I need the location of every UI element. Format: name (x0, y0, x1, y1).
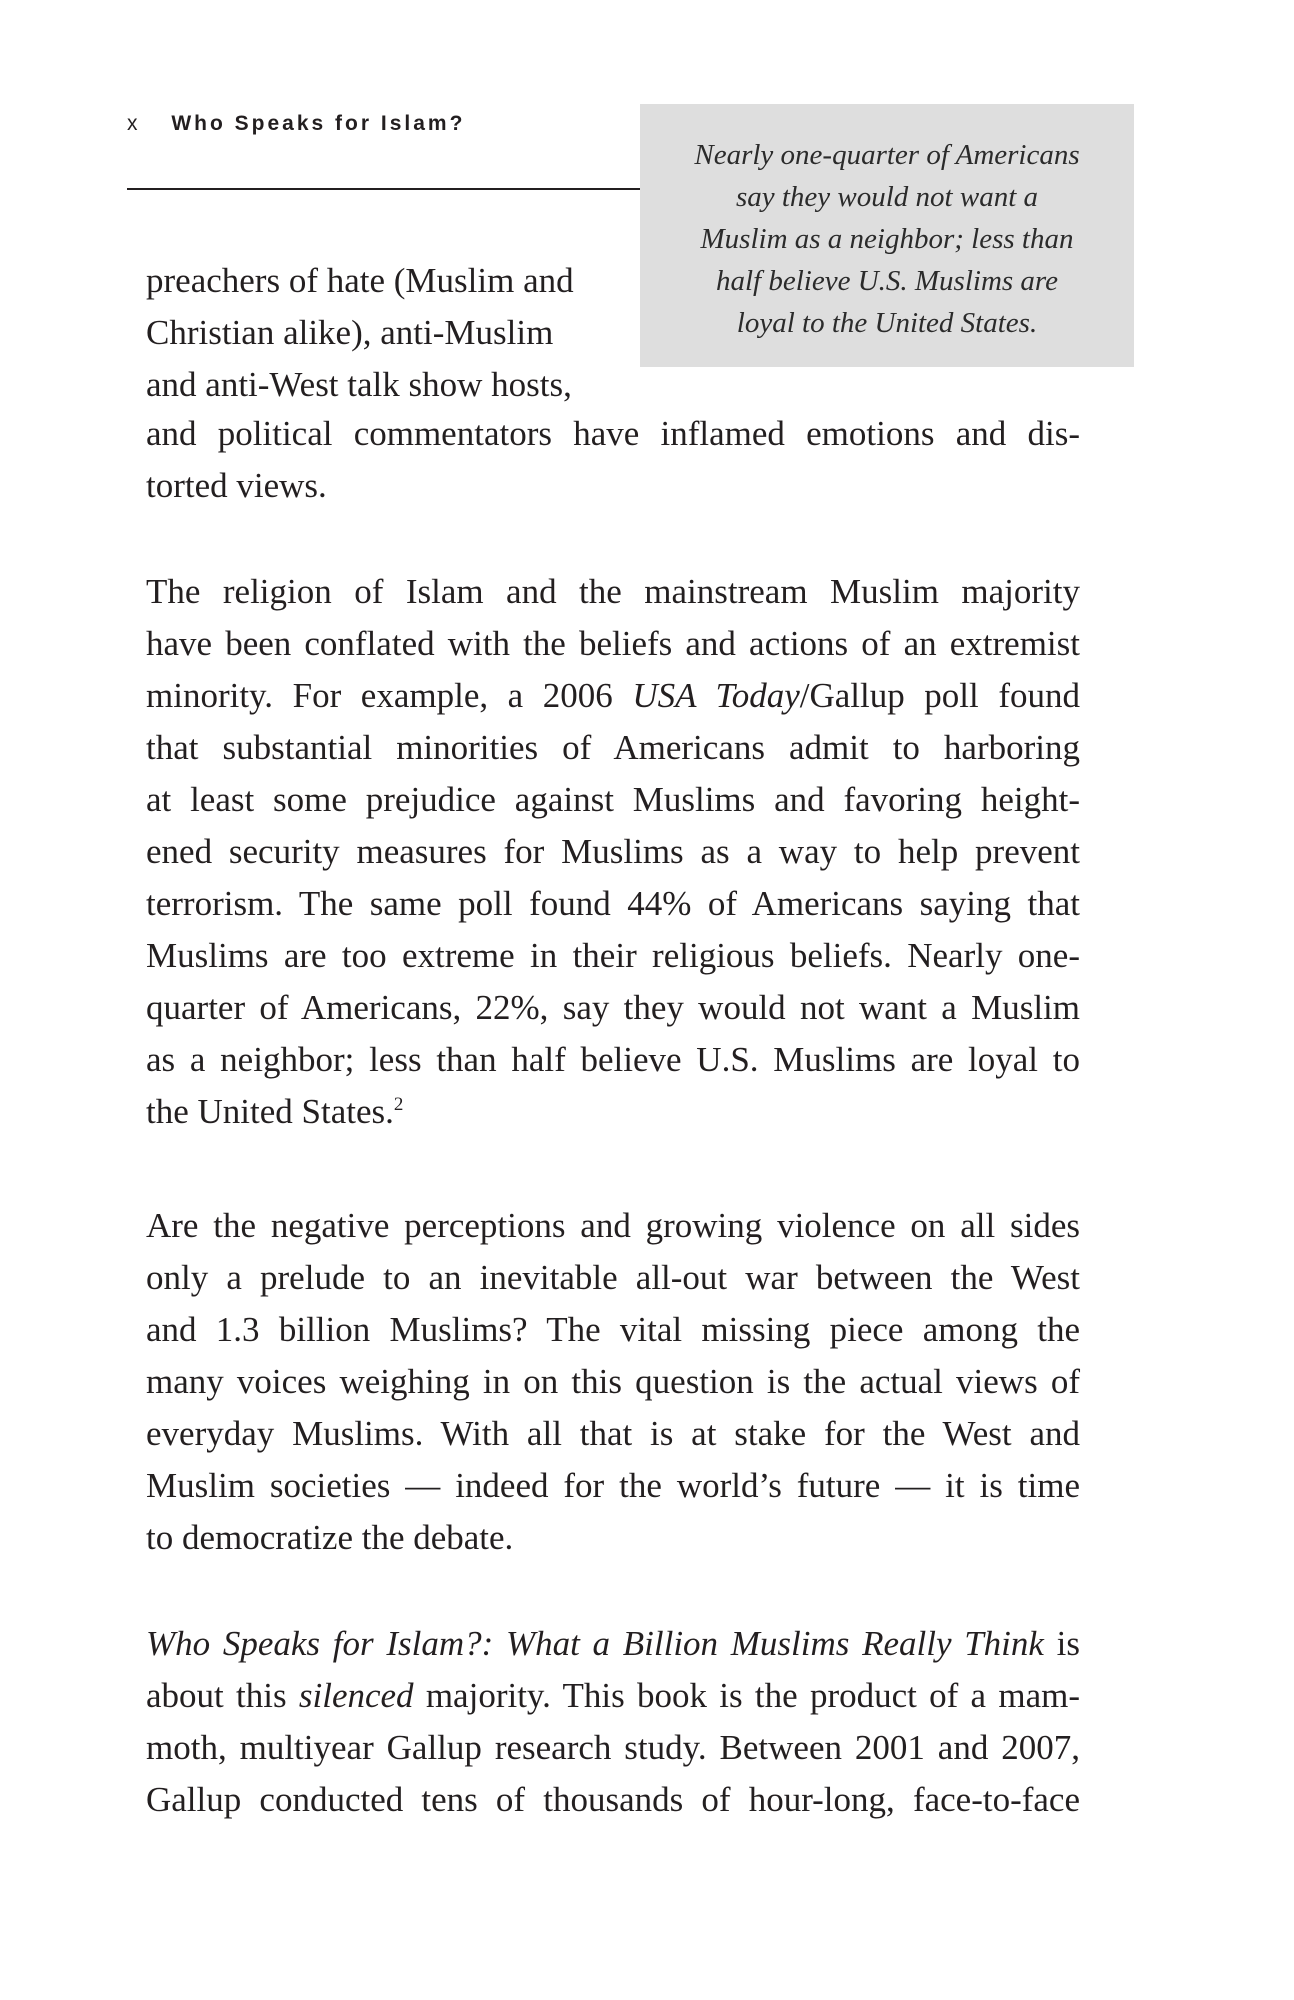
pull-quote (640, 104, 1134, 367)
body-line: everyday Muslims. With all that is at stake for the West and (146, 1414, 1080, 1453)
paragraph-1-wrapped (146, 255, 606, 411)
page-folio: x (127, 112, 141, 135)
paragraph-3 (146, 1200, 1080, 1564)
text-run: majority. This book is the product of a mam- (413, 1676, 1080, 1715)
body-line: torted views. (146, 466, 327, 505)
body-line (146, 1086, 1080, 1138)
body-line: moth, multiyear Gallup research study. Between 2001 and 2007, (146, 1728, 1080, 1767)
body-line: to democratize the debate. (146, 1518, 514, 1557)
pull-quote-line: Muslim as a neighbor; less than (700, 223, 1074, 255)
text-run: minority. For example, a 2006 (146, 676, 633, 715)
body-line: Christian alike), anti-Muslim (146, 313, 554, 352)
body-line: and anti-West talk show hosts, (146, 365, 572, 404)
footnote-reference: 2 (393, 1094, 404, 1115)
body-line (146, 1670, 1080, 1722)
text-run: the United States. (146, 1092, 394, 1131)
body-line: and political commentators have inflamed emotions and dis- (146, 414, 1080, 453)
body-line: that substantial minorities of Americans admit to harboring (146, 728, 1080, 767)
header-rule (127, 188, 640, 190)
body-line: terrorism. The same poll found 44% of Americans saying that (146, 884, 1080, 923)
text-run: is (1043, 1624, 1080, 1663)
pull-quote-line: half believe U.S. Muslims are (715, 265, 1059, 297)
body-line: Muslims are too extreme in their religious beliefs. Nearly one- (146, 936, 1080, 975)
text-run: about this (146, 1676, 299, 1715)
body-line: many voices weighing in on this question is the actual views of (146, 1362, 1080, 1401)
body-line: only a prelude to an inevitable all-out war between the West (146, 1258, 1080, 1297)
pull-quote-line: Nearly one-quarter of Americans (694, 139, 1080, 171)
pull-quote-line: loyal to the United States. (736, 307, 1038, 339)
paragraph-2 (146, 566, 1080, 1138)
pull-quote-line: say they would not want a (735, 181, 1039, 213)
book-title: Who Speaks for Islam?: What a Billion Muslims Really Think (146, 1624, 1044, 1663)
publication-title: USA Today (632, 676, 800, 715)
body-line (146, 1618, 1080, 1670)
body-line: and 1.3 billion Muslims? The vital missing piece among the (146, 1310, 1080, 1349)
body-line: at least some prejudice against Muslims and favoring height- (146, 780, 1080, 819)
body-line: quarter of Americans, 22%, say they would not want a Muslim (146, 988, 1080, 1027)
running-head-title: Who Speaks for Islam? (171, 112, 466, 135)
text-run: /Gallup poll found (799, 676, 1080, 715)
body-line: preachers of hate (Muslim and (146, 261, 574, 300)
body-line: Muslim societies — indeed for the world’s future — it is time (146, 1466, 1080, 1505)
paragraph-4 (146, 1618, 1080, 1826)
body-line (146, 670, 1080, 722)
body-line: Gallup conducted tens of thousands of hour-long, face-to-face (146, 1780, 1080, 1819)
body-line: ened security measures for Muslims as a way to help prevent (146, 832, 1080, 871)
body-line: Are the negative perceptions and growing violence on all sides (146, 1206, 1080, 1245)
body-line: as a neighbor; less than half believe U.S. Muslims are loyal to (146, 1040, 1080, 1079)
body-line: The religion of Islam and the mainstream Muslim majority (146, 572, 1080, 611)
emphasis: silenced (298, 1676, 414, 1715)
running-head (127, 112, 465, 136)
paragraph-1-tail (146, 408, 1080, 512)
body-line: have been conflated with the beliefs and actions of an extremist (146, 624, 1080, 663)
